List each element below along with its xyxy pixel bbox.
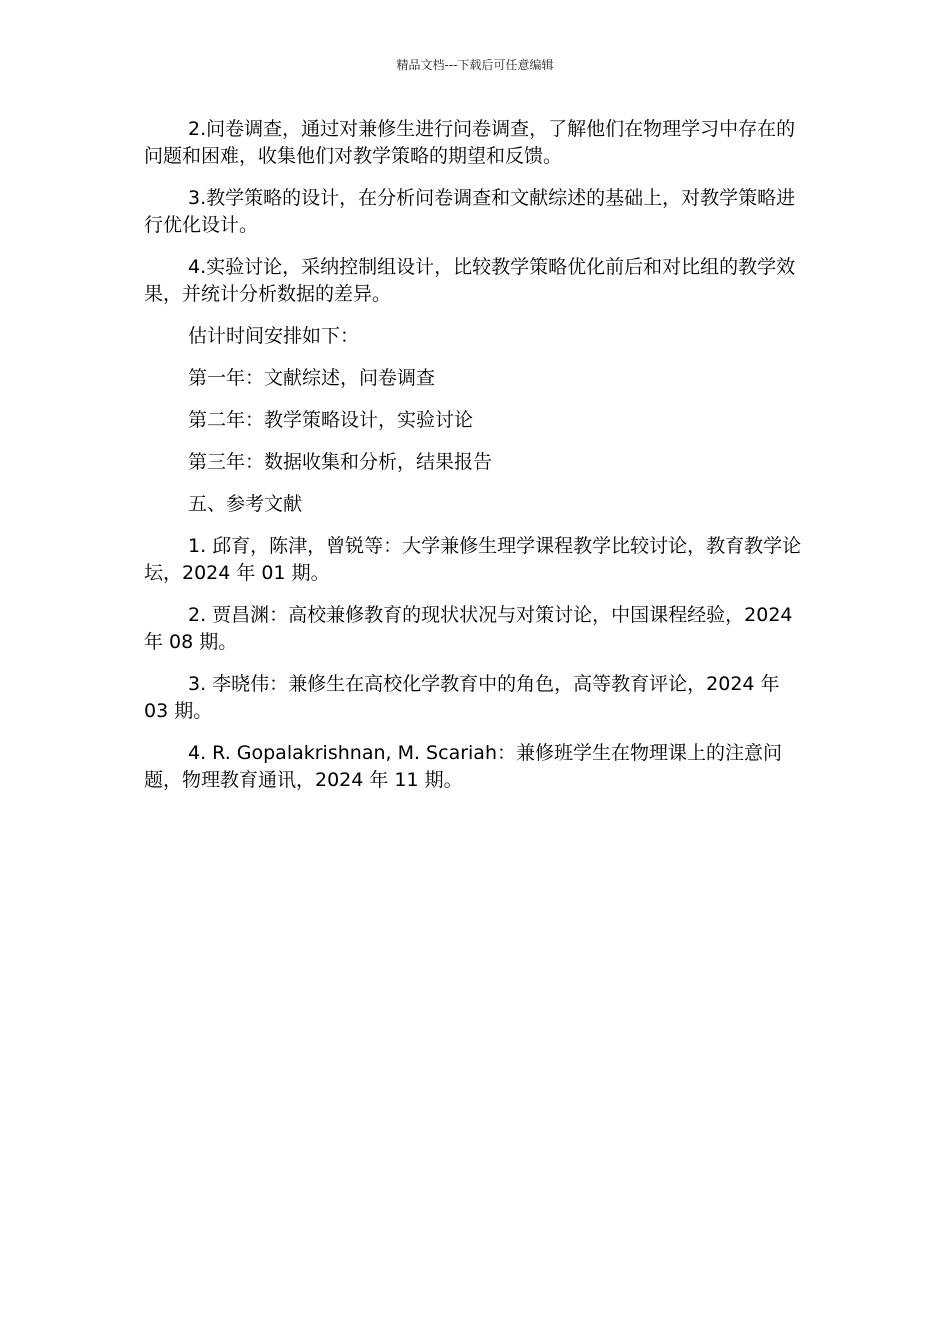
- reference-item-2: 2. 贾昌渊：高校兼修教育的现状状况与对策讨论，中国课程经验，2024 年 08 期。: [144, 604, 793, 653]
- reference-item-1: 1. 邱育，陈津，曾锐等：大学兼修生理学课程教学比较讨论，教育教学论坛，2024 年 01 期。: [144, 535, 802, 584]
- paragraph-experiment: 4.实验讨论，采纳控制组设计，比较教学策略优化前后和对比组的教学效果，并统计分析数据的差异。: [144, 256, 796, 305]
- reference-item-4: 4. R. Gopalakrishnan, M. Scariah：兼修班学生在物理课上的注意问题，物理教育通讯，2024 年 11 期。: [144, 742, 782, 791]
- paragraph-strategy-design: 3.教学策略的设计，在分析问卷调查和文献综述的基础上，对教学策略进行优化设计。: [144, 187, 796, 236]
- schedule-item-year2: 第二年：教学策略设计，实验讨论: [188, 409, 474, 431]
- schedule-item-year1: 第一年：文献综述，问卷调查: [188, 367, 436, 389]
- references-heading: 五、参考文献: [188, 493, 303, 515]
- schedule-intro: 估计时间安排如下：: [188, 325, 360, 347]
- page-header: 精品文档---下载后可任意编辑: [396, 58, 554, 72]
- paragraph-survey: 2.问卷调查，通过对兼修生进行问卷调查，了解他们在物理学习中存在的问题和困难，收集他们对教学策略的期望和反馈。: [144, 118, 796, 167]
- schedule-item-year3: 第三年：数据收集和分析，结果报告: [188, 451, 493, 473]
- document-body: [144, 116, 804, 809]
- reference-item-3: 3. 李晓伟：兼修生在高校化学教育中的角色，高等教育评论，2024 年 03 期。: [144, 673, 780, 722]
